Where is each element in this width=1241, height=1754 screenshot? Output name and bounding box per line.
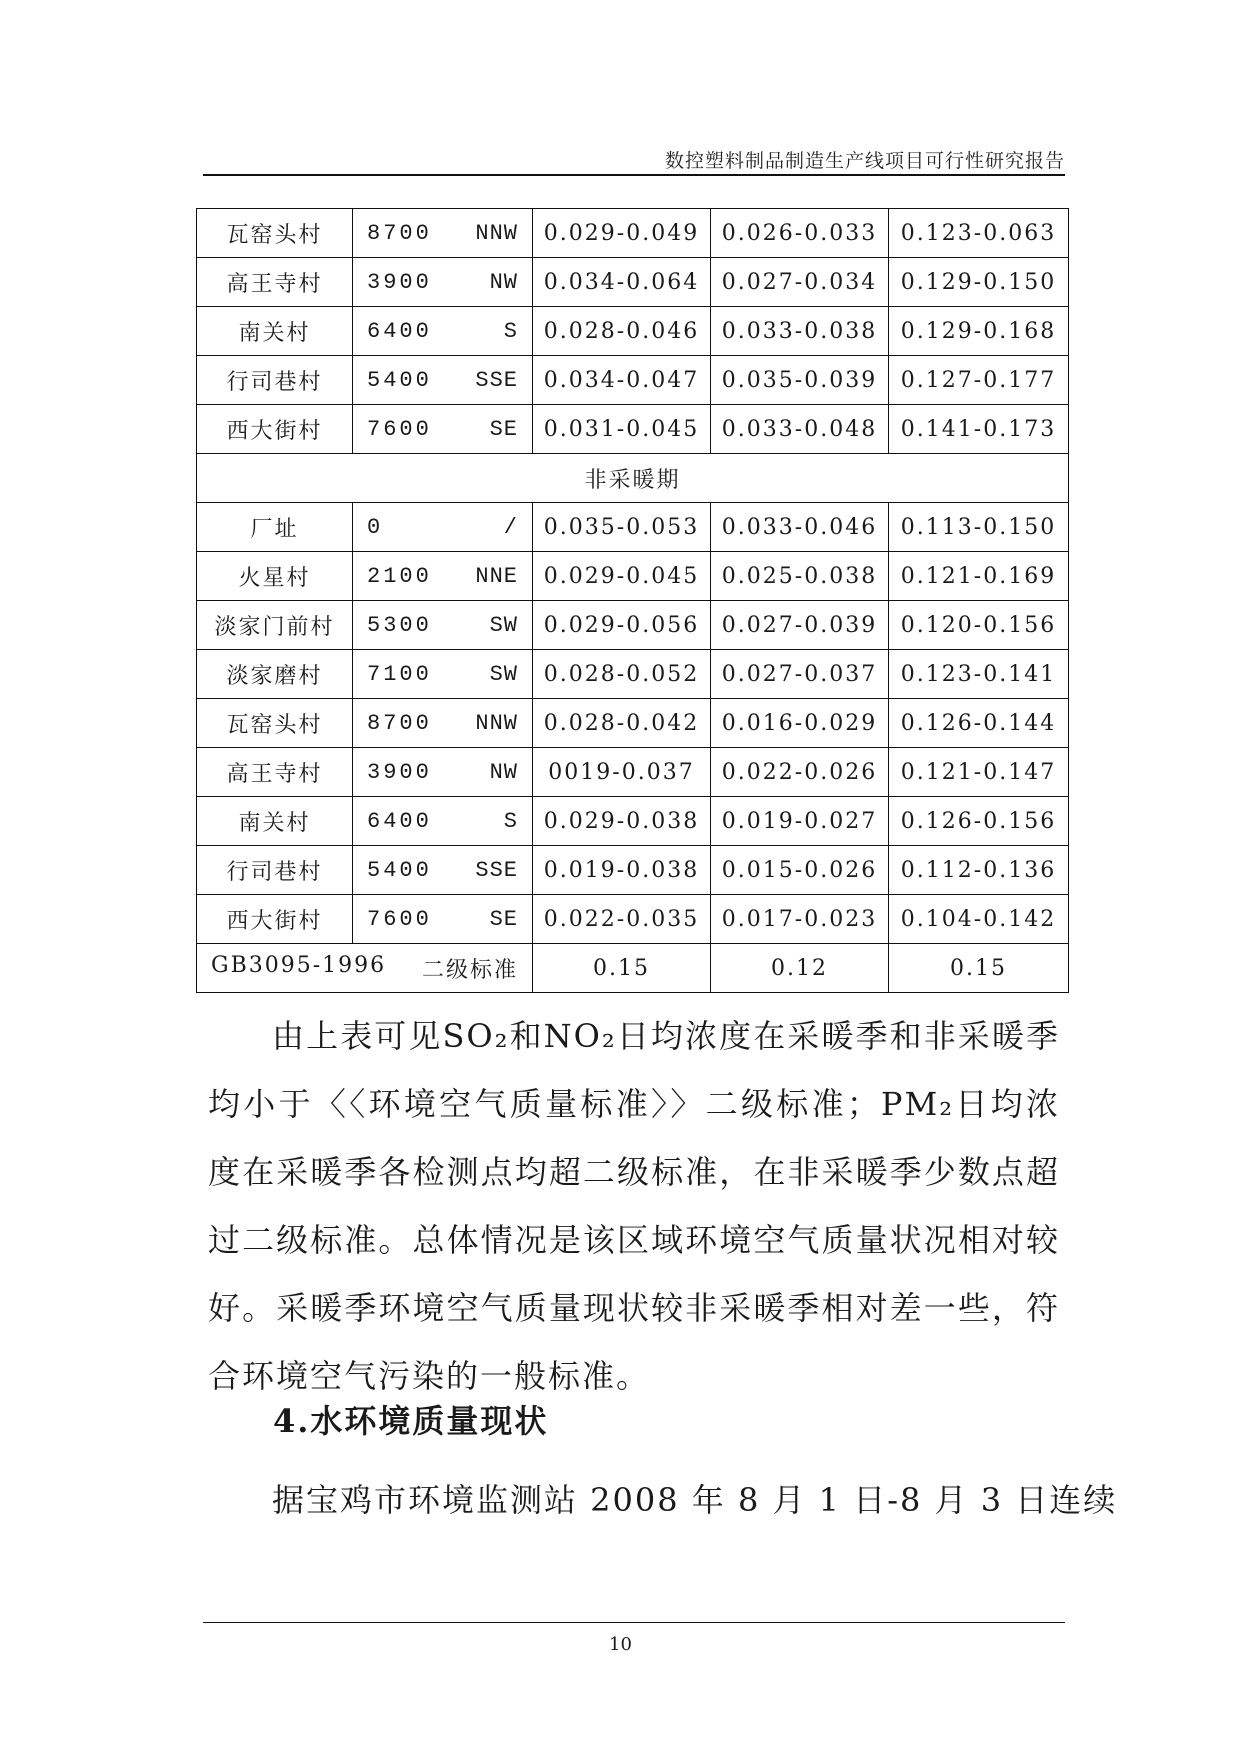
table-row bbox=[197, 601, 1069, 650]
table-standard bbox=[197, 944, 1069, 993]
so2-range-cell: 0019-0.037 bbox=[533, 748, 711, 797]
distance-value: 5400 bbox=[367, 857, 432, 883]
distance-value: 8700 bbox=[367, 710, 432, 736]
distance-direction-cell bbox=[353, 748, 533, 797]
distance-value: 7600 bbox=[367, 416, 432, 442]
pm-range-cell: 0.104-0.142 bbox=[889, 895, 1069, 944]
table-row-section bbox=[197, 454, 1069, 503]
distance-direction-cell bbox=[353, 699, 533, 748]
site-name-cell: 南关村 bbox=[197, 307, 353, 356]
direction-value: NW bbox=[489, 269, 518, 295]
no2-range-cell: 0.016-0.029 bbox=[711, 699, 889, 748]
distance-value: 8700 bbox=[367, 220, 432, 246]
direction-value: S bbox=[503, 318, 518, 344]
site-name-cell: 行司巷村 bbox=[197, 846, 353, 895]
direction-value: NNW bbox=[475, 710, 518, 736]
distance-value: 6400 bbox=[367, 808, 432, 834]
pm-range-cell: 0.113-0.150 bbox=[889, 503, 1069, 552]
no2-range-cell: 0.017-0.023 bbox=[711, 895, 889, 944]
distance-direction-cell bbox=[353, 601, 533, 650]
table-row bbox=[197, 503, 1069, 552]
distance-direction-cell bbox=[353, 552, 533, 601]
so2-range-cell: 0.028-0.042 bbox=[533, 699, 711, 748]
site-name-cell: 瓦窑头村 bbox=[197, 209, 353, 258]
site-name-cell: 高王寺村 bbox=[197, 258, 353, 307]
no2-range-cell: 0.033-0.046 bbox=[711, 503, 889, 552]
pm-range-cell: 0.126-0.144 bbox=[889, 699, 1069, 748]
table-row-standard bbox=[197, 944, 1069, 993]
table-row bbox=[197, 209, 1069, 258]
pm-range-cell: 0.123-0.141 bbox=[889, 650, 1069, 699]
so2-range-cell: 0.029-0.056 bbox=[533, 601, 711, 650]
so2-range-cell: 0.029-0.045 bbox=[533, 552, 711, 601]
table-row bbox=[197, 356, 1069, 405]
so2-range-cell: 0.035-0.053 bbox=[533, 503, 711, 552]
distance-value: 3900 bbox=[367, 269, 432, 295]
site-name-cell: 西大街村 bbox=[197, 895, 353, 944]
no2-range-cell: 0.025-0.038 bbox=[711, 552, 889, 601]
standard-so2-cell: 0.15 bbox=[533, 944, 711, 993]
standard-code: GB3095-1996 bbox=[211, 952, 387, 978]
no2-range-cell: 0.035-0.039 bbox=[711, 356, 889, 405]
table-row bbox=[197, 258, 1069, 307]
direction-value: SSE bbox=[475, 857, 518, 883]
pm-range-cell: 0.121-0.147 bbox=[889, 748, 1069, 797]
distance-value: 7600 bbox=[367, 906, 432, 932]
pm-range-cell: 0.112-0.136 bbox=[889, 846, 1069, 895]
direction-value: NNW bbox=[475, 220, 518, 246]
distance-direction-cell bbox=[353, 797, 533, 846]
no2-range-cell: 0.027-0.034 bbox=[711, 258, 889, 307]
pm-range-cell: 0.129-0.150 bbox=[889, 258, 1069, 307]
site-name-cell: 火星村 bbox=[197, 552, 353, 601]
direction-value: NW bbox=[489, 759, 518, 785]
direction-value: SE bbox=[489, 416, 518, 442]
standard-no2-cell: 0.12 bbox=[711, 944, 889, 993]
distance-direction-cell bbox=[353, 895, 533, 944]
no2-range-cell: 0.026-0.033 bbox=[711, 209, 889, 258]
section-heading-water-quality: 4.水环境质量现状 bbox=[273, 1402, 549, 1440]
section-label-cell: 非采暖期 bbox=[197, 454, 1069, 503]
distance-value: 2100 bbox=[367, 563, 432, 589]
air-quality-table bbox=[196, 208, 1069, 993]
distance-direction-cell bbox=[353, 356, 533, 405]
site-name-cell: 淡家门前村 bbox=[197, 601, 353, 650]
site-name-cell: 行司巷村 bbox=[197, 356, 353, 405]
no2-range-cell: 0.015-0.026 bbox=[711, 846, 889, 895]
pm-range-cell: 0.141-0.173 bbox=[889, 405, 1069, 454]
direction-value: S bbox=[503, 808, 518, 834]
paragraph-air-quality-conclusion: 由上表可见SO₂和NO₂日均浓度在采暖季和非采暖季均小于〈〈环境空气质量标准〉〉二级标准；PM₂日均浓度在采暖季各检测点均超二级标准，在非采暖季少数点超过二级标准。总体情况是该区域环境空气质量状况相对较好。采暖季环境空气质量现状较非采暖季相对差一些，符合环境空气污染的一般标准。 bbox=[208, 1017, 1060, 1395]
site-name-cell: 南关村 bbox=[197, 797, 353, 846]
no2-range-cell: 0.033-0.048 bbox=[711, 405, 889, 454]
direction-value: NNE bbox=[475, 563, 518, 589]
pm-range-cell: 0.127-0.177 bbox=[889, 356, 1069, 405]
distance-value: 5400 bbox=[367, 367, 432, 393]
standard-grade: 二级标准 bbox=[421, 957, 518, 983]
running-header: 数控塑料制品制造生产线项目可行性研究报告 bbox=[664, 150, 1065, 172]
direction-value: SSE bbox=[475, 367, 518, 393]
no2-range-cell: 0.019-0.027 bbox=[711, 797, 889, 846]
so2-range-cell: 0.034-0.064 bbox=[533, 258, 711, 307]
so2-range-cell: 0.029-0.049 bbox=[533, 209, 711, 258]
site-name-cell: 厂址 bbox=[197, 503, 353, 552]
distance-direction-cell bbox=[353, 846, 533, 895]
so2-range-cell: 0.022-0.035 bbox=[533, 895, 711, 944]
no2-range-cell: 0.022-0.026 bbox=[711, 748, 889, 797]
site-name-cell: 淡家磨村 bbox=[197, 650, 353, 699]
page-number: 10 bbox=[609, 1634, 632, 1655]
table-row bbox=[197, 895, 1069, 944]
direction-value: SW bbox=[489, 612, 518, 638]
header-rule bbox=[203, 174, 1065, 176]
table-row bbox=[197, 405, 1069, 454]
site-name-cell: 高王寺村 bbox=[197, 748, 353, 797]
no2-range-cell: 0.033-0.038 bbox=[711, 307, 889, 356]
site-name-cell: 瓦窑头村 bbox=[197, 699, 353, 748]
distance-direction-cell bbox=[353, 209, 533, 258]
pm-range-cell: 0.123-0.063 bbox=[889, 209, 1069, 258]
table-row bbox=[197, 650, 1069, 699]
distance-value: 5300 bbox=[367, 612, 432, 638]
distance-value: 3900 bbox=[367, 759, 432, 785]
distance-value: 0 bbox=[367, 514, 384, 540]
so2-range-cell: 0.029-0.038 bbox=[533, 797, 711, 846]
so2-range-cell: 0.028-0.046 bbox=[533, 307, 711, 356]
distance-value: 6400 bbox=[367, 318, 432, 344]
distance-direction-cell bbox=[353, 650, 533, 699]
table-row bbox=[197, 748, 1069, 797]
pm-range-cell: 0.129-0.168 bbox=[889, 307, 1069, 356]
so2-range-cell: 0.028-0.052 bbox=[533, 650, 711, 699]
no2-range-cell: 0.027-0.039 bbox=[711, 601, 889, 650]
table-row bbox=[197, 797, 1069, 846]
direction-value: SW bbox=[489, 661, 518, 687]
table-body-top bbox=[197, 209, 1069, 454]
table-body-bottom bbox=[197, 503, 1069, 944]
so2-range-cell: 0.019-0.038 bbox=[533, 846, 711, 895]
so2-range-cell: 0.034-0.047 bbox=[533, 356, 711, 405]
table-row bbox=[197, 846, 1069, 895]
table-row bbox=[197, 699, 1069, 748]
table-row bbox=[197, 552, 1069, 601]
distance-direction-cell bbox=[353, 258, 533, 307]
so2-range-cell: 0.031-0.045 bbox=[533, 405, 711, 454]
pm-range-cell: 0.120-0.156 bbox=[889, 601, 1069, 650]
table-section bbox=[197, 454, 1069, 503]
table-row bbox=[197, 307, 1069, 356]
standard-name-cell bbox=[197, 944, 533, 993]
pm-range-cell: 0.121-0.169 bbox=[889, 552, 1069, 601]
distance-direction-cell bbox=[353, 405, 533, 454]
no2-range-cell: 0.027-0.037 bbox=[711, 650, 889, 699]
direction-value: / bbox=[503, 514, 518, 540]
standard-pm-cell: 0.15 bbox=[889, 944, 1069, 993]
site-name-cell: 西大街村 bbox=[197, 405, 353, 454]
direction-value: SE bbox=[489, 906, 518, 932]
distance-direction-cell bbox=[353, 307, 533, 356]
distance-value: 7100 bbox=[367, 661, 432, 687]
distance-direction-cell bbox=[353, 503, 533, 552]
footer-rule bbox=[203, 1622, 1065, 1623]
paragraph-water-monitoring: 据宝鸡市环境监测站 2008 年 8 月 1 日-8 月 3 日连续 bbox=[272, 1481, 1118, 1519]
pm-range-cell: 0.126-0.156 bbox=[889, 797, 1069, 846]
